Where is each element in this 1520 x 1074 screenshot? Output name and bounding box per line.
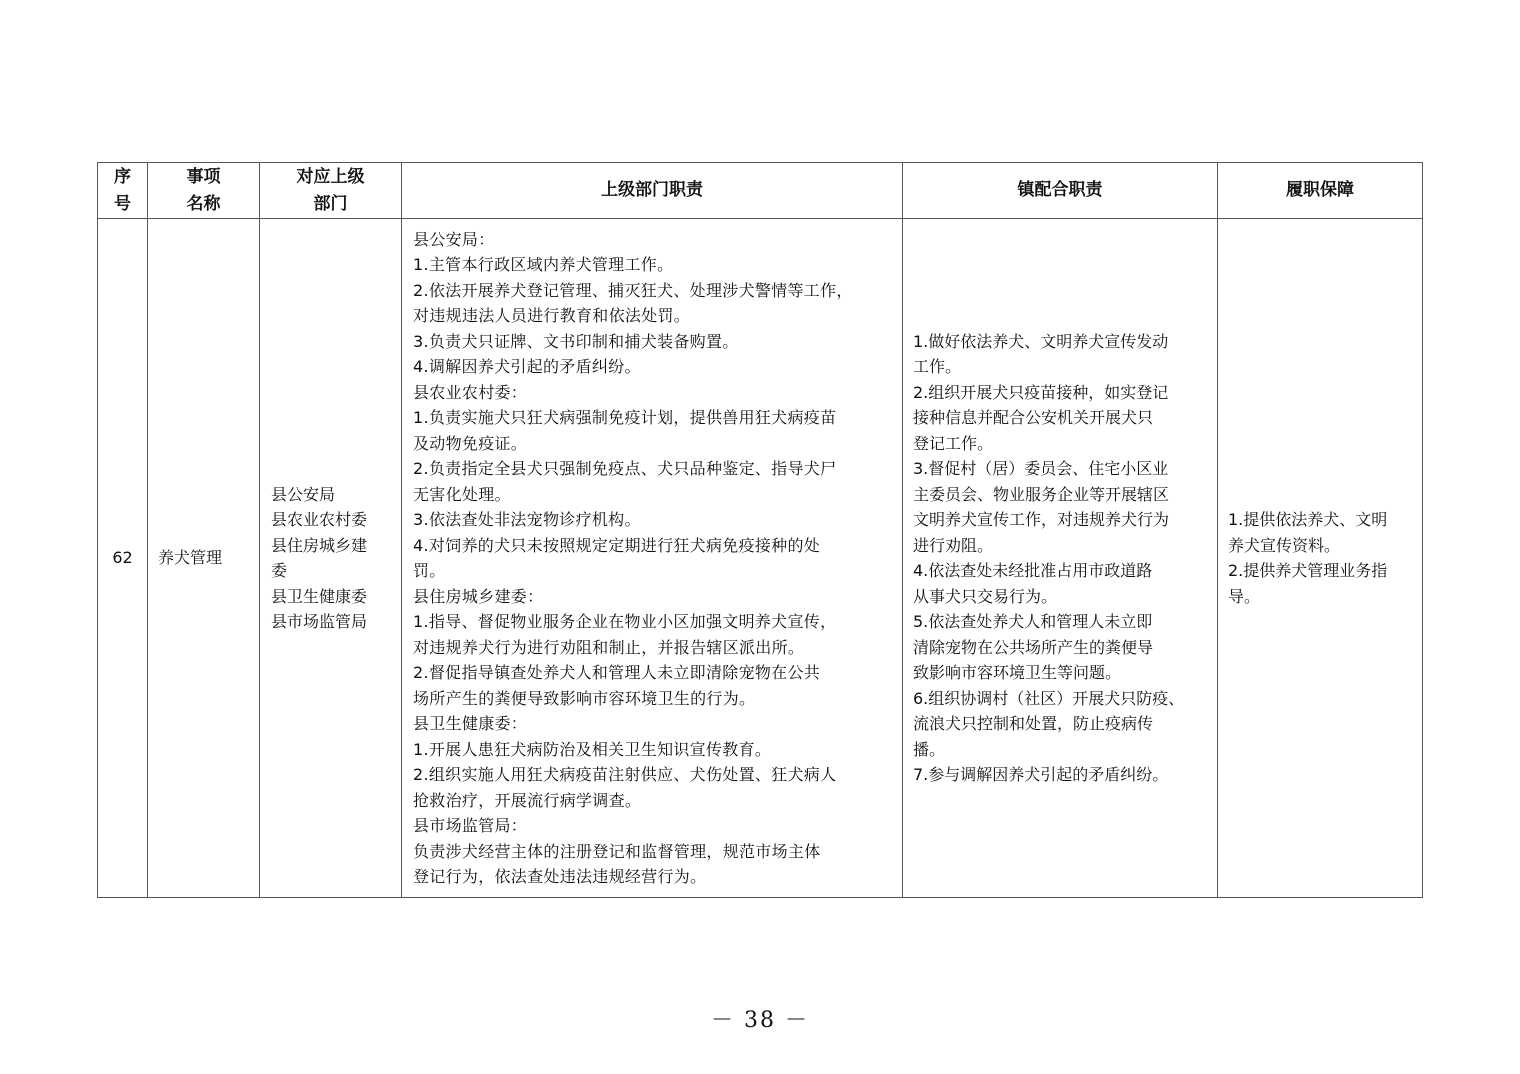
text-line: 县住房城乡建 [271, 535, 368, 555]
text-line: 导。 [1228, 586, 1261, 606]
text-line: 登记行为，依法查处违法违规经营行为。 [413, 867, 707, 886]
text-line: 2.提供养犬管理业务指 [1228, 561, 1388, 580]
text-line: 2.督促指导镇查处养犬人和管理人未立即清除宠物在公共 [413, 663, 821, 682]
text-line: 及动物免疫证。 [413, 433, 528, 453]
text-line: 从事犬只交易行为。 [913, 586, 1058, 606]
text-line: 3.依法查处非法宠物诊疗机构。 [413, 510, 641, 529]
text-line: 流浪犬只控制和处置，防止疫病传 [913, 714, 1154, 733]
text-line: 县市场监管局： [413, 816, 528, 835]
header-support: 履职保障 [1218, 163, 1423, 219]
header-item-name: 事项 名称 [148, 163, 260, 219]
row-departments [260, 219, 402, 898]
text-line: 县卫生健康委 [271, 586, 368, 606]
duty-table [97, 162, 1423, 898]
text-line: 工作。 [913, 357, 962, 376]
text-line: 场所产生的粪便导致影响市容环境卫生的行为。 [413, 688, 756, 708]
text-line: 负责涉犬经营主体的注册登记和监督管理，规范市场主体 [413, 841, 821, 861]
text-line: 5.依法查处养犬人和管理人未立即 [913, 612, 1153, 631]
header-upper-department: 对应上级 部门 [260, 163, 402, 219]
text-line: 县公安局 [271, 484, 336, 504]
text-line: 登记工作。 [913, 433, 994, 453]
text-line: 1.做好依法养犬、文明养犬宣传发动 [913, 331, 1169, 351]
text-line: 养犬宣传资料。 [1228, 535, 1341, 555]
row-item-name: 养犬管理 [148, 219, 260, 898]
page-number: － 38 － [711, 1008, 809, 1033]
header-row [98, 163, 1423, 219]
text-line: 主委员会、物业服务企业等开展辖区 [913, 484, 1170, 504]
text-line: 3.督促村（居）委员会、住宅小区业 [913, 459, 1169, 478]
text-line: 7.参与调解因养犬引起的矛盾纠纷。 [913, 765, 1169, 784]
text-line: 4.对饲养的犬只未按照规定定期进行狂犬病免疫接种的处 [413, 535, 821, 555]
text-line: 对违规养犬行为进行劝阻和制止，并报告辖区派出所。 [413, 637, 805, 657]
table-row [98, 219, 1423, 898]
text-line: 接种信息并配合公安机关开展犬只 [913, 408, 1154, 427]
row-support [1218, 219, 1423, 898]
text-line: 2.组织开展犬只疫苗接种，如实登记 [913, 382, 1169, 402]
row-serial: 62 [98, 219, 148, 898]
text-line: 2.组织实施人用狂犬病疫苗注射供应、犬伤处置、狂犬病人 [413, 765, 837, 784]
text-line: 1.开展人患狂犬病防治及相关卫生知识宣传教育。 [413, 739, 772, 759]
text-line: 1.负责实施犬只狂犬病强制免疫计划，提供兽用狂犬病疫苗 [413, 408, 837, 427]
row-upper-duties [402, 219, 903, 898]
text-line: 2.依法开展养犬登记管理、捕灭狂犬、处理涉犬警情等工作， [413, 280, 853, 300]
text-line: 委 [271, 561, 288, 580]
text-line: 县农业农村委： [413, 382, 528, 402]
header-town-duties: 镇配合职责 [903, 163, 1218, 219]
text-line: 县农业农村委 [271, 510, 368, 529]
text-line: 县住房城乡建委： [413, 586, 544, 606]
text-line: 县卫生健康委： [413, 714, 528, 733]
header-upper-duties: 上级部门职责 [402, 163, 903, 219]
text-line: 文明养犬宣传工作，对违规养犬行为 [913, 510, 1170, 529]
text-line: 播。 [913, 739, 946, 759]
header-serial: 序 号 [98, 163, 148, 219]
text-line: 致影响市容环境卫生等问题。 [913, 663, 1122, 682]
text-line: 县市场监管局 [271, 612, 368, 631]
text-line: 对违规违法人员进行教育和依法处罚。 [413, 306, 691, 325]
text-line: 罚。 [413, 561, 446, 580]
text-line: 1.主管本行政区域内养犬管理工作。 [413, 255, 674, 274]
text-line: 1.提供依法养犬、文明 [1228, 510, 1388, 529]
text-line: 无害化处理。 [413, 484, 511, 504]
text-line: 6.组织协调村（社区）开展犬只防疫、 [913, 688, 1185, 708]
text-line: 4.依法查处未经批准占用市政道路 [913, 561, 1153, 580]
row-town-duties [903, 219, 1218, 898]
text-line: 2.负责指定全县犬只强制免疫点、犬只品种鉴定、指导犬尸 [413, 459, 837, 478]
text-line: 1.指导、督促物业服务企业在物业小区加强文明养犬宣传， [413, 612, 837, 631]
text-line: 4.调解因养犬引起的矛盾纠纷。 [413, 357, 641, 376]
text-line: 抢救治疗，开展流行病学调查。 [413, 790, 642, 810]
text-line: 县公安局： [413, 229, 495, 249]
text-line: 进行劝阻。 [913, 535, 994, 555]
text-line: 3.负责犬只证牌、文书印制和捕犬装备购置。 [413, 331, 739, 351]
text-line: 清除宠物在公共场所产生的粪便导 [913, 637, 1154, 657]
